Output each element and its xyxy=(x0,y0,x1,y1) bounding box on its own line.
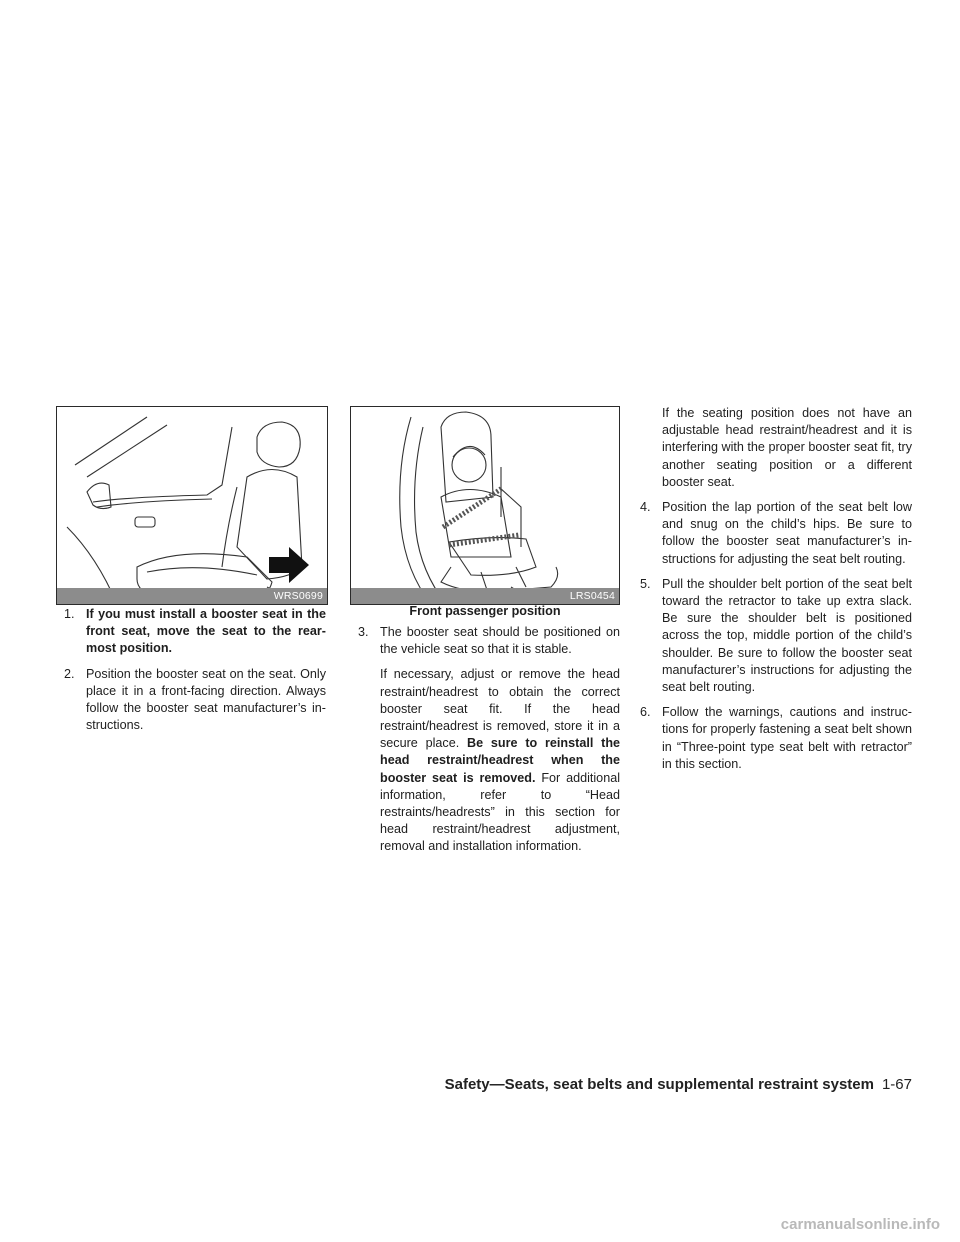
item-text: Position the lap portion of the seat belt low and snug on the child’s hips. Be sure to follow the booster seat manufacturer’s in-structions for adjusting the seat belt routing. xyxy=(662,500,912,566)
item-text: If you must install a booster seat in the front seat, move the seat to the rear-most position. xyxy=(86,607,326,656)
instruction-item xyxy=(358,624,620,658)
instruction-item xyxy=(640,704,912,773)
paragraph-warning: Be sure to reinstall the head restraint/headrest when the booster seat is removed. xyxy=(380,736,621,785)
footer-section-title: Safety—Seats, seat belts and supplemental restraint system xyxy=(444,1076,874,1093)
column-3 xyxy=(640,405,912,781)
figure-passenger xyxy=(350,406,620,605)
item-text: Pull the shoulder belt portion of the seat belt toward the retractor to take up extra slack. Be sure the shoulder belt is positioned across the top, middle portion of the child’s shoulder. Be sure to follow the booster seat manufacturer’s instructions for adjusting the seat belt routing. xyxy=(662,576,912,695)
front-seat-booster-illustration xyxy=(57,407,327,604)
page-number: 1-67 xyxy=(881,1076,912,1093)
item-text: The booster seat should be positioned on the vehicle seat so that it is stable. xyxy=(380,625,620,657)
instruction-item xyxy=(64,666,326,735)
paragraph-text: If necessary, adjust or remove the head restraint/headrest to obtain the correct booster seat fit. If the head restraint/headrest is removed, store it in a secure place. xyxy=(380,667,620,751)
paragraph-text-continued: For additional information, refer to “Head restraints/headrests” in this section for head restraint/headrest adjustment, removal and installation information. xyxy=(380,770,620,854)
paragraph: If the seating position does not have an adjustable head restraint/headrest and it is interfering with the proper booster seat fit, try another seating position or a different booster seat. xyxy=(662,406,912,489)
figure-front-seat xyxy=(56,406,328,605)
item-number: 3. xyxy=(358,625,369,639)
column-1 xyxy=(64,606,326,742)
paragraph xyxy=(358,666,620,855)
figure-caption: Front passenger position xyxy=(409,604,561,618)
item-number: 2. xyxy=(64,666,75,681)
item-number: 4. xyxy=(640,500,651,515)
child-in-booster-seat-illustration xyxy=(351,407,619,604)
watermark: carmanualsonline.info xyxy=(780,1216,940,1233)
page-footer xyxy=(445,1076,912,1093)
item-text: Follow the warnings, cautions and instruc-tions for properly fastening a seat belt shown in “Three-point type seat belt with retractor” in this section. xyxy=(662,705,912,771)
instruction-item xyxy=(64,606,326,658)
item-text: Position the booster seat on the seat. Only place it in a front-facing direction. Always follow the booster seat manufacturer’s in-structions. xyxy=(86,666,326,733)
instruction-item xyxy=(640,499,912,568)
item-number: 6. xyxy=(640,705,651,720)
figure-code: LRS0454 xyxy=(566,588,619,604)
item-number: 5. xyxy=(640,576,651,591)
instruction-item xyxy=(640,576,912,696)
column-2 xyxy=(358,624,620,864)
item-number: 1. xyxy=(64,607,75,621)
figure-code: WRS0699 xyxy=(270,588,327,604)
